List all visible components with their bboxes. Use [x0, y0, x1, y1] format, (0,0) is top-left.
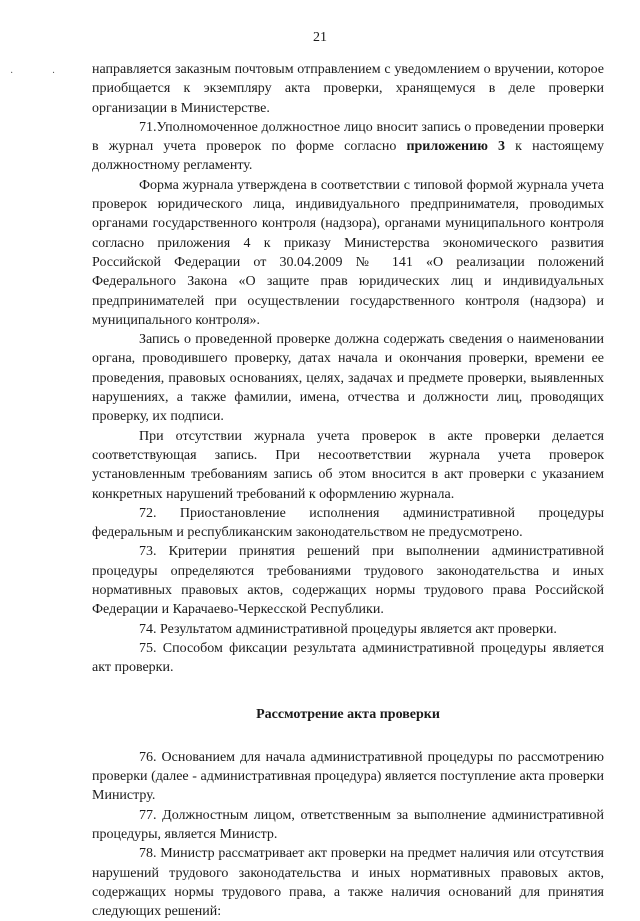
paragraph-70-continuation: направляется заказным почтовым отправлением с уведомлением о вручении, которое приобщается к экземпляру акта проверки, хранящемуся в деле проверки организации в Министерстве. — [92, 62, 604, 116]
paragraph-journal-form: Форма журнала утверждена в соответствии с типовой формой журнала учета проверок юридического лица, индивидуального предпринимателя, проводимых органами государственного контроля (надзора), органами муниципального контроля согласно приложения 4 к приказу Министерства экономического развития Российской Федерации от 30.04.2009 № 141 «О реализации положений Федерального Закона «О защите прав юридических лиц и индивидуальных предпринимателей при осуществлении государственного контроля (надзора) и муниципального контроля». — [92, 177, 604, 328]
paragraph-72: 72. Приостановление исполнения административной процедуры федеральным и республиканским законодательством не предусмотрено. — [92, 505, 604, 541]
paragraph-78: 78. Министр рассматривает акт проверки на предмет наличия или отсутствия нарушений трудового законодательства и иных нормативных правовых актов, содержащих нормы трудового права, а также наличия оснований для принятия следующих решений: — [92, 846, 604, 920]
paragraph-71-text: 71.Уполномоченное должностное лицо вносит запись о проведении проверки в журнал учета проверок по форме согласно — [92, 119, 604, 155]
section-heading: Рассмотрение акта проверки — [256, 706, 440, 722]
paragraph-71-text-end: к настоящему должностному регламенту. — [92, 139, 604, 174]
paragraph-74: 74. Результатом административной процедуры является акт проверки. — [139, 621, 557, 637]
paragraph-76: 76. Основанием для начала административной процедуры по рассмотрению проверки (далее - административная процедура) является поступление акта проверки Министру. — [92, 749, 604, 804]
paragraph-77: 77. Должностным лицом, ответственным за выполнение административной процедуры, является Министр. — [92, 807, 604, 842]
document-body — [92, 60, 604, 921]
paragraph-75: 75. Способом фиксации результата административной процедуры является акт проверки. — [92, 640, 604, 676]
paragraph-73: 73. Критерии принятия решений при выполнении административной процедуры определяются требованиями трудового законодательства и иных нормативных правовых актов, содержащих нормы трудового права Российской Федерации и Карачаево-Черкесской Республики. — [92, 544, 604, 618]
paragraph-record-content: Запись о проведенной проверке должна содержать сведения о наименовании органа, проводившего проверку, датах начала и окончания проверки, времени ее проведения, правовых основаниях, целях, задачах и предмете проверки, выявленных нарушениях, а также фамилии, имена, отчества и должности лиц, проводящих проверку, их подписи. — [92, 332, 604, 425]
appendix-3-reference: приложению 3 — [406, 139, 506, 155]
page-number: 21 — [313, 30, 327, 45]
scan-marks: · · — [10, 68, 74, 79]
paragraph-71 — [92, 118, 604, 176]
paragraph-no-journal: При отсутствии журнала учета проверок в акте проверки делается соответствующая запись. При несоответствии журнала учета проверок установленным требованиям запись об этом вносится в акт проверки с указанием конкретных нарушений требований к оформлению журнала. — [92, 428, 604, 502]
